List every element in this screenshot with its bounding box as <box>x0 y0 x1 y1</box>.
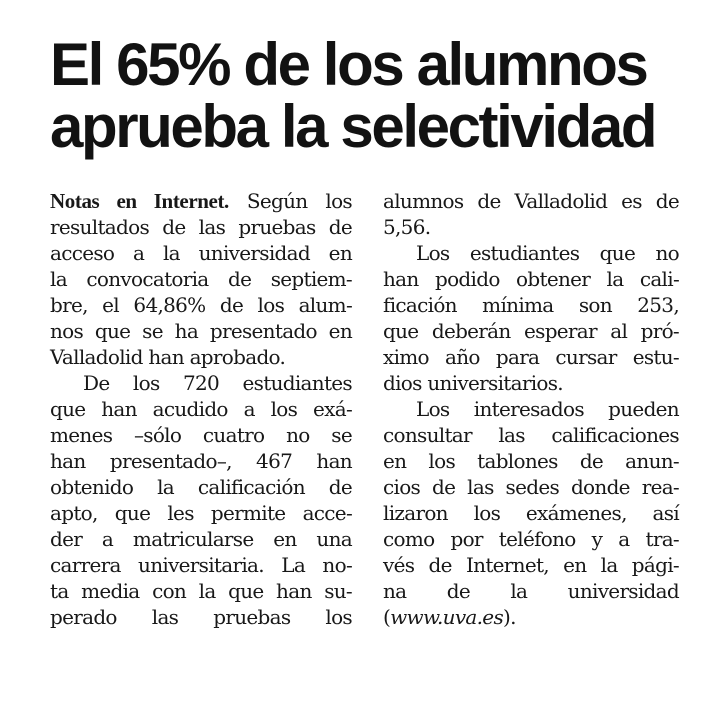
right-column <box>383 188 679 630</box>
body-line: como por teléfono y a tra- <box>383 527 679 551</box>
body-line: De los 720 estudiantes <box>83 371 352 395</box>
lead-in: Notas en Internet. <box>50 189 229 213</box>
body-line: 5,56. <box>383 215 431 239</box>
body-line: ximo año para cursar estu- <box>383 345 679 369</box>
headline-line: El 65% de los alumnos <box>50 31 647 98</box>
url-paren-close: ). <box>503 605 516 629</box>
body-line: Los interesados pueden <box>416 397 679 421</box>
body-line: bre, el 64,86% de los alum- <box>50 293 352 317</box>
body-line: apto, que les permite acce- <box>50 501 352 525</box>
body-line: Valladolid han aprobado. <box>50 345 286 369</box>
left-column <box>50 188 352 630</box>
body-line: que han acudido a los exá- <box>50 397 352 421</box>
body-line: der a matricularse en una <box>50 527 352 551</box>
body-line: que deberán esperar al pró- <box>383 319 679 343</box>
body-line <box>383 604 679 630</box>
body-line: ficación mínima son 253, <box>383 293 679 317</box>
body-line: dios universitarios. <box>383 371 563 395</box>
body-line: na de la universidad <box>383 579 679 603</box>
body-line: consultar las calificaciones <box>383 423 679 447</box>
body-line: resultados de las pruebas de <box>50 215 352 239</box>
body-line: acceso a la universidad en <box>50 241 352 265</box>
body-line: han podido obtener la cali- <box>383 267 679 291</box>
body-line: obtenido la calificación de <box>50 475 352 499</box>
headline-line: aprueba la selectividad <box>50 93 656 160</box>
body-line: menes –sólo cuatro no se <box>50 423 352 447</box>
body-line: han presentado–, 467 han <box>50 449 352 473</box>
body-line: perado las pruebas los <box>50 605 352 629</box>
body-line: Los estudiantes que no <box>416 241 679 265</box>
body-line: alumnos de Valladolid es de <box>383 189 679 213</box>
body-line: en los tablones de anun- <box>383 449 679 473</box>
body-line: vés de Internet, en la pági- <box>383 553 679 577</box>
headline <box>50 31 710 160</box>
body-line: la convocatoria de septiem- <box>50 267 352 291</box>
body-line: ta media con la que han su- <box>50 579 352 603</box>
body-text: Según los <box>228 189 352 213</box>
body-line: carrera universitaria. La no- <box>50 553 352 577</box>
body-line: cios de las sedes donde rea- <box>383 475 679 499</box>
body-line: lizaron los exámenes, así <box>383 501 679 525</box>
body-line <box>50 188 352 214</box>
body-line: nos que se ha presentado en <box>50 319 352 343</box>
url-paren-open: ( <box>383 605 391 629</box>
university-url: www.uva.es <box>390 605 504 629</box>
